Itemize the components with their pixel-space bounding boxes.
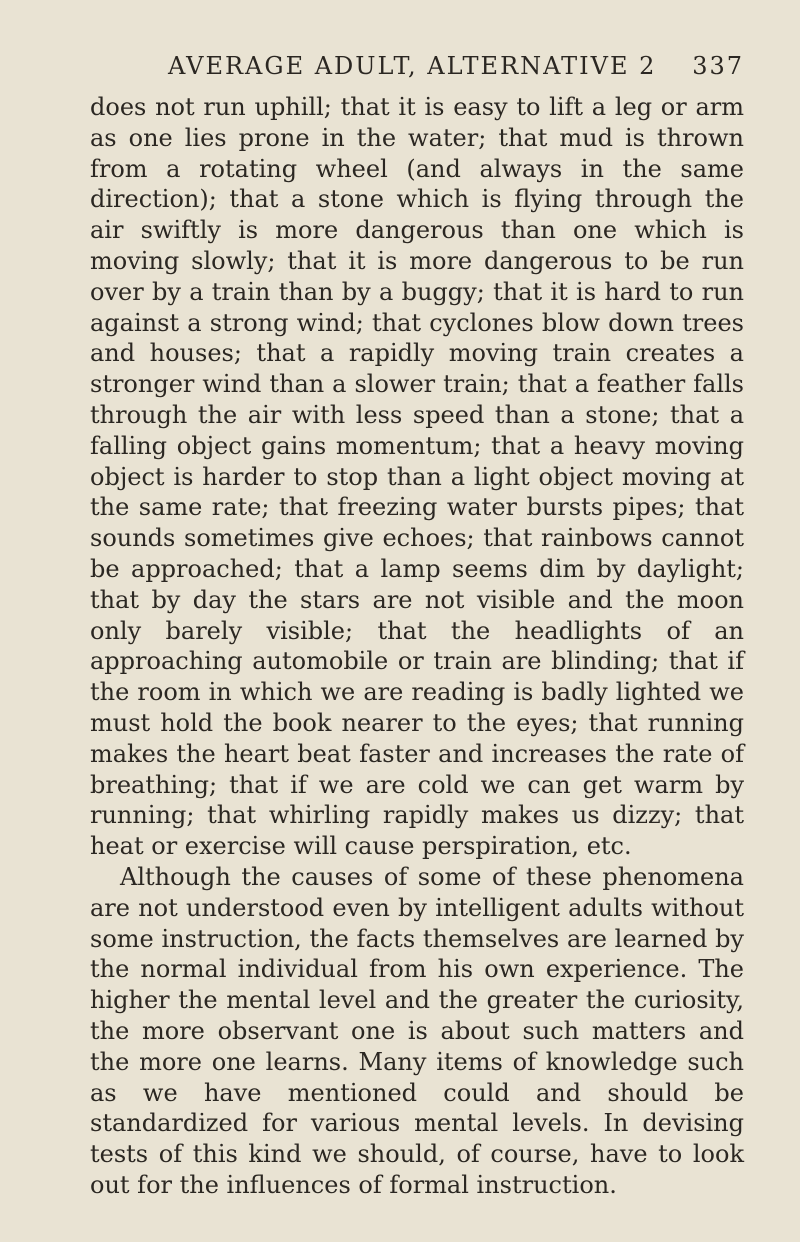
- body-text: [90, 92, 744, 1201]
- running-head-title: AVERAGE ADULT, ALTERNATIVE 2: [168, 52, 657, 80]
- page-number: 337: [692, 52, 744, 80]
- paragraph: Although the causes of some of these phenomena are not understood even by intelligent adults without some instruction, the facts themselves are learned by the normal individual from his own experience. The higher the mental level and the greater the curiosity, the more observant one is about such matters and the more one learns. Many items of knowledge such as we have mentioned could and should be standardized for various mental levels. In devising tests of this kind we should, of course, have to look out for the influences of formal instruction.: [90, 862, 744, 1199]
- paragraph-continued: does not run uphill; that it is easy to lift a leg or arm as one lies prone in the water; that mud is thrown from a rotating wheel (and always in the same direction); that a stone which is flying through the air swiftly is more dangerous than one which is moving slowly; that it is more dangerous to be run over by a train than by a buggy; that it is hard to run against a strong wind; that cyclones blow down trees and houses; that a rapidly moving train creates a stronger wind than a slower train; that a feather falls through the air with less speed than a stone; that a falling object gains momentum; that a heavy moving object is harder to stop than a light object moving at the same rate; that freezing water bursts pipes; that sounds sometimes give echoes; that rainbows cannot be approached; that a lamp seems dim by daylight; that by day the stars are not visible and the moon only barely visible; that the headlights of an approaching automobile or train are blinding; that if the room in which we are reading is badly lighted we must hold the book nearer to the eyes; that running makes the heart beat faster and increases the rate of breathing; that if we are cold we can get warm by running; that whirling rapidly makes us dizzy; that heat or exercise will cause perspiration, etc.: [90, 93, 744, 861]
- running-head: [90, 52, 744, 92]
